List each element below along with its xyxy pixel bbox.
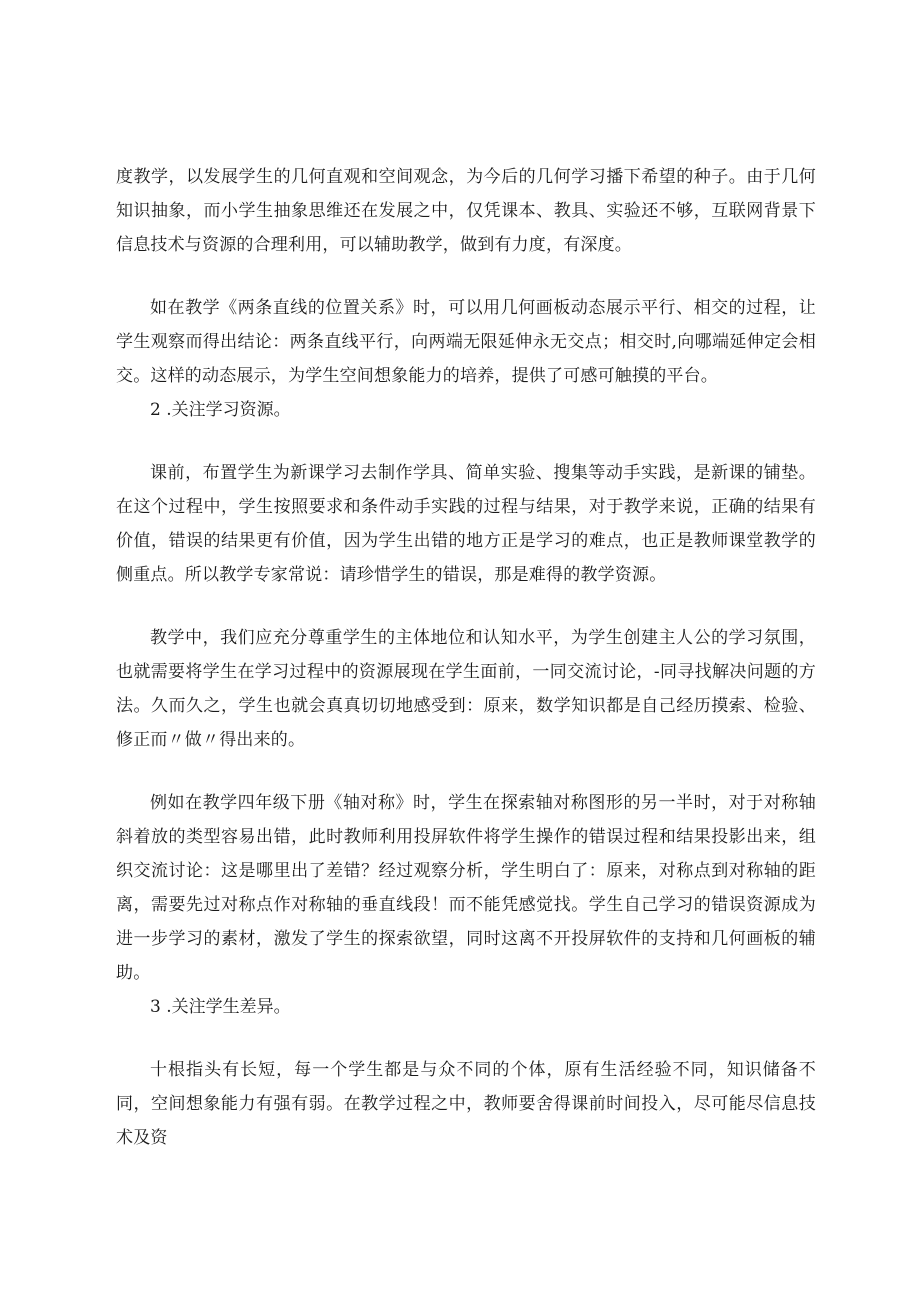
paragraph-parallel-lines-example: 如在教学《两条直线的位置关系》时，可以用几何画板动态展示平行、相交的过程，让学生观察而得出结论：两条直线平行，向两端无限延伸永无交点；相交时,向哪端延伸定会相交。这样的动态展示，为学生空间想象能力的培养，提供了可感可触摸的平台。: [116, 298, 816, 386]
paragraph-pre-class-practice: 课前，布置学生为新课学习去制作学具、简单实验、搜集等动手实践，是新课的铺垫。在这个过程中，学生按照要求和条件动手实践的过程与结果，对于教学来说，正确的结果有价值，错误的结果更有价值，因为学生出错的地方正是学习的难点，也正是教师课堂教学的侧重点。所以教学专家常说：请珍惜学生的错误，那是难得的教学资源。: [116, 463, 816, 585]
paragraph-student-resources: 教学中，我们应充分尊重学生的主体地位和认知水平，为学生创建主人公的学习氛围，也就需要将学生在学习过程中的资源展现在学生面前，一同交流讨论，-同寻找解决问题的方法。久而久之，学生也就会真真切切地感受到：原来，数学知识都是自己经历摸索、检验、修正而〃做〃得出来的。: [116, 628, 816, 750]
paragraph-individual-differences: 十根指头有长短，每一个学生都是与众不同的个体，原有生活经验不同，知识储备不同，空间想象能力有强有弱。在教学过程之中，教师要舍得课前时间投入，尽可能尽信息技术及资: [116, 1060, 816, 1148]
document-body: [116, 160, 816, 1155]
paragraph-continuation: 度教学，以发展学生的几何直观和空间观念，为今后的几何学习播下希望的种子。由于几何知识抽象，而小学生抽象思维还在发展之中，仅凭课本、教具、实验还不够，互联网背景下信息技术与资源的合理利用，可以辅助教学，做到有力度，有深度。: [116, 167, 816, 255]
section-heading-learning-resources: 2 .关注学习资源。: [150, 400, 291, 420]
section-heading-student-differences: 3 .关注学生差异。: [150, 997, 291, 1017]
paragraph-axis-symmetry-example: 例如在教学四年级下册《轴对称》时，学生在探索轴对称图形的另一半时，对于对称轴斜着放的类型容易出错，此时教师利用投屏软件将学生操作的错误过程和结果投影出来，组织交流讨论：这是哪里出了差错？经过观察分析，学生明白了：原来，对称点到对称轴的距离，需要先过对称点作对称轴的垂直线段！而不能凭感觉找。学生自己学习的错误资源成为进一步学习的素材，激发了学生的探索欲望，同时这离不开投屏软件的支持和几何画板的辅助。: [116, 793, 816, 983]
